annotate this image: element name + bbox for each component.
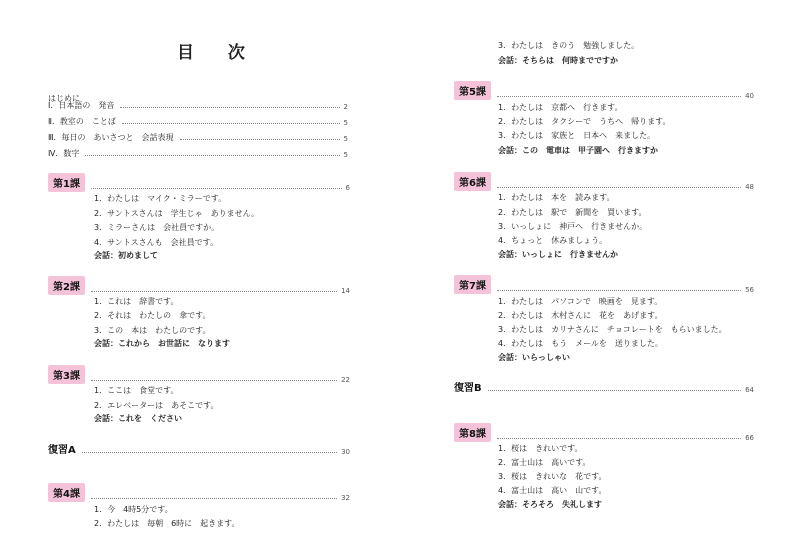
page-number: 5 — [343, 119, 348, 127]
conversation-title: 会話：いっしょに 行きませんか — [498, 250, 618, 259]
example-sentence: 1．わたしは パソコンで 映画を 見ます。 — [498, 297, 663, 306]
page-number: 22 — [341, 376, 350, 384]
leader-line — [497, 437, 741, 439]
example-sentence: 1．桜は きれいです。 — [498, 444, 583, 453]
page-number: 40 — [745, 92, 754, 100]
leader-line — [497, 289, 741, 291]
toc-entry-label: Ⅳ．数字 — [48, 149, 80, 158]
toc-entry[interactable] — [48, 147, 348, 159]
conversation-title: 会話：初めまして — [94, 251, 158, 260]
page-number: 64 — [745, 386, 754, 394]
intro-heading: はじめに — [48, 94, 80, 103]
lesson-heading[interactable] — [454, 274, 754, 294]
leader-line — [91, 290, 337, 292]
lesson-badge: 第5課 — [454, 81, 491, 100]
example-sentence: 4．富士山は 高い 山です。 — [498, 486, 607, 495]
leader-line — [91, 379, 337, 381]
example-sentence: 1．これは 辞書です。 — [94, 297, 179, 306]
lesson-badge: 第8課 — [454, 423, 491, 442]
leader-line — [122, 122, 340, 124]
example-sentence: 2．わたしは 駅で 新聞を 買います。 — [498, 208, 647, 217]
page-number: 32 — [341, 494, 350, 502]
lesson-heading[interactable] — [48, 482, 350, 502]
example-sentence: 1．今 4時5分です。 — [94, 505, 173, 514]
example-sentence: 4．サントスさんも 会社員です。 — [94, 238, 218, 247]
example-sentence: 3．いっしょに 神戸へ 行きませんか。 — [498, 222, 648, 231]
toc-entry[interactable] — [48, 115, 348, 127]
example-sentence: 3．桜は きれいな 花です。 — [498, 472, 607, 481]
page-number: 5 — [343, 151, 348, 159]
lesson-badge: 第3課 — [48, 365, 85, 384]
conversation-title: 会話：これから お世話に なります — [94, 339, 230, 348]
leader-line — [120, 106, 339, 108]
conversation-title: 会話：そろそろ 失礼します — [498, 500, 602, 509]
lesson-heading[interactable] — [454, 422, 754, 442]
example-sentence: 1．わたしは 京都へ 行きます。 — [498, 103, 623, 112]
example-sentence: 1．わたしは マイク・ミラーです。 — [94, 194, 227, 203]
toc-entry-label: Ⅱ．教室の ことば — [48, 117, 116, 126]
example-sentence: 1．ここは 食堂です。 — [94, 386, 179, 395]
example-sentence: 3．ミラーさんは 会社員ですか。 — [94, 223, 220, 232]
lesson-badge: 第7課 — [454, 275, 491, 294]
page-number: 5 — [343, 135, 348, 143]
page-number: 30 — [341, 448, 350, 456]
conversation-title: 会話：この 電車は 甲子園へ 行きますか — [498, 146, 658, 155]
leader-line — [85, 154, 339, 156]
example-sentence: 2．わたしは 木村さんに 花を あげます。 — [498, 311, 663, 320]
toc-entry-label: Ⅲ．毎日の あいさつと 会話表現 — [48, 133, 174, 142]
conversation-title: 会話：これを ください — [94, 414, 182, 423]
conversation-title: 会話：いらっしゃい — [498, 353, 570, 362]
example-sentence: 2．サントスさんは 学生じゃ ありません。 — [94, 209, 260, 218]
example-sentence: 2．わたしは タクシーで うちへ 帰ります。 — [498, 117, 671, 126]
page-title: 目 次 — [177, 43, 259, 63]
review-heading[interactable] — [454, 380, 754, 394]
leader-line — [82, 451, 337, 453]
lesson-badge: 第2課 — [48, 276, 85, 295]
conversation-title: 会話：そちらは 何時までですか — [498, 56, 618, 65]
right-page — [400, 0, 800, 542]
lesson-badge: 第1課 — [48, 173, 85, 192]
example-sentence: 4．ちょっと 休みましょう。 — [498, 236, 608, 245]
lesson-heading[interactable] — [454, 171, 754, 191]
example-sentence: 3．わたしは 家族と 日本へ 来ました。 — [498, 131, 656, 140]
review-label: 復習A — [48, 445, 76, 456]
lesson-heading[interactable] — [48, 172, 350, 192]
example-sentence: 2．わたしは 毎朝 6時に 起きます。 — [94, 519, 240, 528]
leader-line — [497, 95, 741, 97]
leader-line — [91, 187, 342, 189]
leader-line — [91, 497, 337, 499]
lesson-badge: 第4課 — [48, 483, 85, 502]
page-number: 14 — [341, 287, 350, 295]
example-sentence: 4．わたしは もう メールを 送りました。 — [498, 339, 663, 348]
example-sentence: 3．わたしは きのう 勉強しました。 — [498, 41, 640, 50]
example-sentence: 3．この 本は わたしのです。 — [94, 326, 211, 335]
review-label: 復習B — [454, 383, 482, 394]
toc-entry[interactable] — [48, 99, 348, 111]
review-heading[interactable] — [48, 442, 350, 456]
leader-line — [180, 138, 340, 140]
leader-line — [497, 186, 741, 188]
page-number: 56 — [745, 286, 754, 294]
lesson-heading[interactable] — [48, 364, 350, 384]
example-sentence: 2．富士山は 高いです。 — [498, 458, 591, 467]
lesson-heading[interactable] — [48, 275, 350, 295]
toc-entry[interactable] — [48, 131, 348, 143]
page-number: 2 — [343, 103, 348, 111]
example-sentence: 3．わたしは カリナさんに チョコレートを もらいました。 — [498, 325, 727, 334]
example-sentence: 2．エレベーターは あそこです。 — [94, 401, 219, 410]
page-number: 6 — [345, 184, 350, 192]
toc-entry-label: Ⅰ．日本語の 発音 — [48, 101, 115, 110]
example-sentence: 2．それは わたしの 傘です。 — [94, 311, 211, 320]
lesson-badge: 第6課 — [454, 172, 491, 191]
page-number: 66 — [745, 434, 754, 442]
lesson-heading[interactable] — [454, 80, 754, 100]
page-number: 48 — [745, 183, 754, 191]
leader-line — [488, 389, 741, 391]
example-sentence: 1．わたしは 本を 読みます。 — [498, 193, 615, 202]
